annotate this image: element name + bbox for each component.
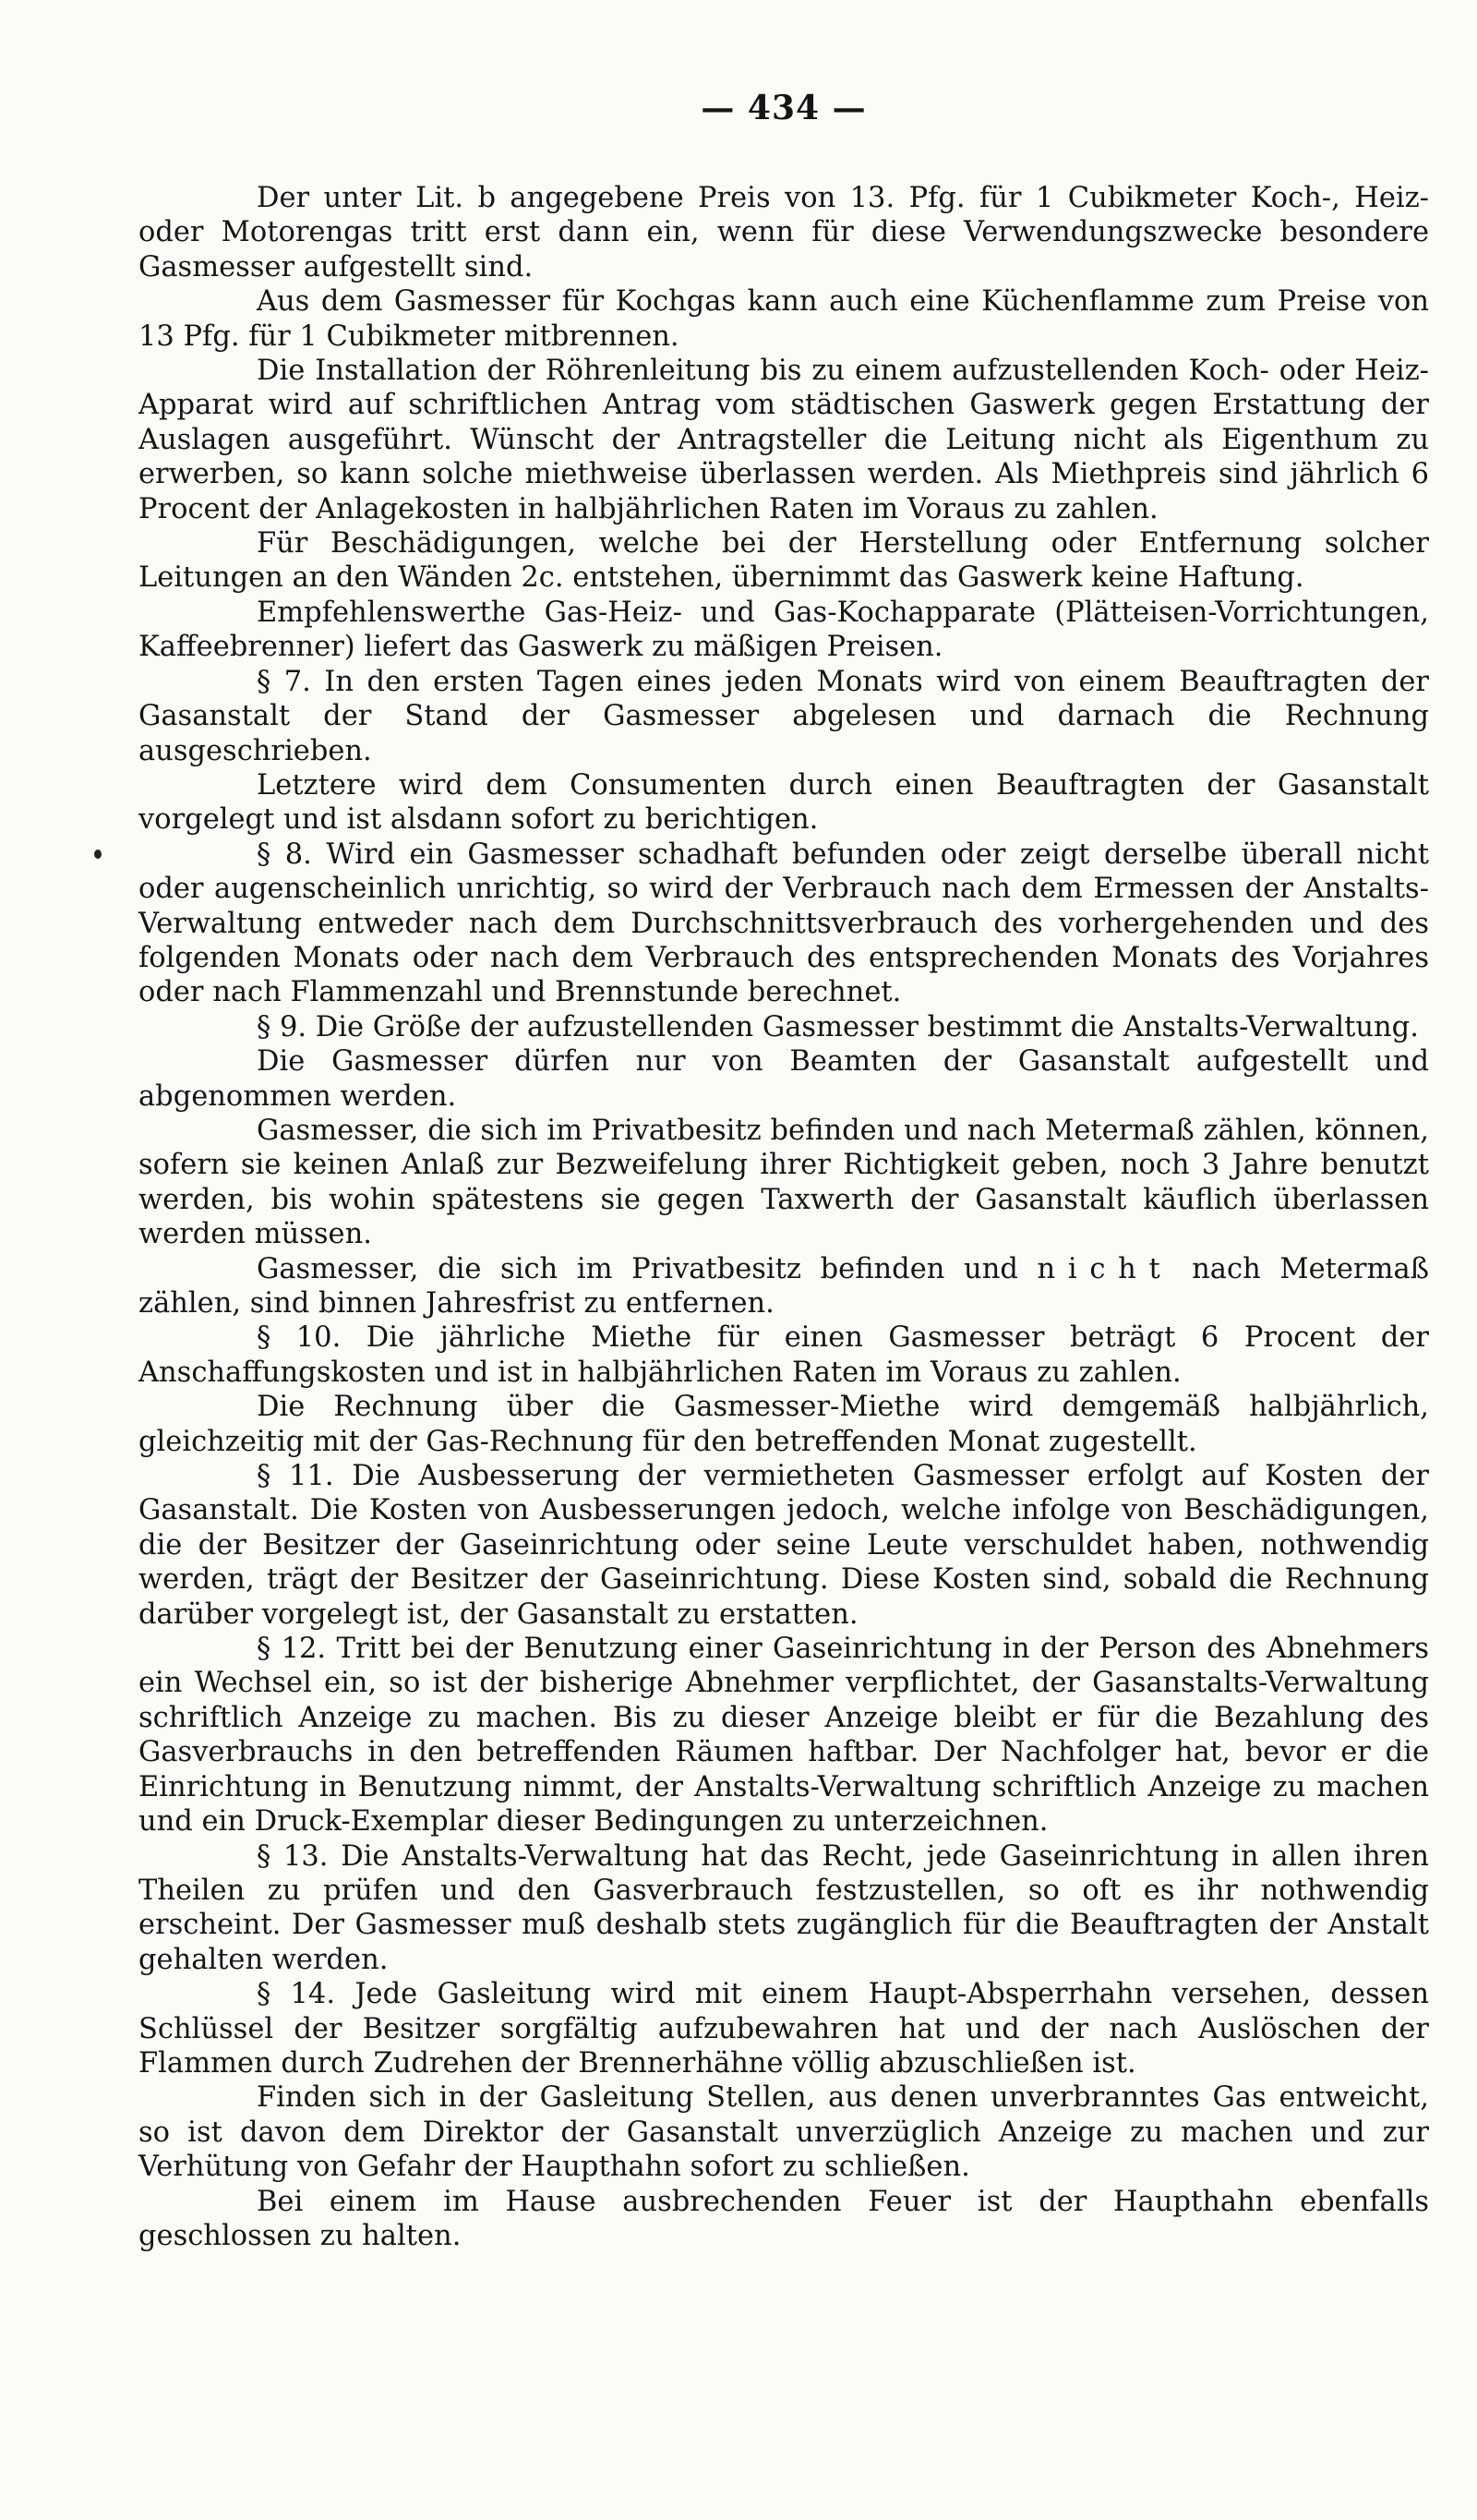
- paragraph-gas-price: Der unter Lit. b angegebene Preis von 13. Pfg. für 1 Cubikmeter Koch-, Heiz- oder Motorengas tritt erst dann ein, wenn für diese Verwendungszwecke besondere Gasmesser aufgestellt sind.: [138, 182, 1429, 283]
- margin-ink-dot: [94, 850, 102, 859]
- paragraph-section-8: § 8. Wird ein Gasmesser schadhaft befunden oder zeigt derselbe überall nicht oder augenscheinlich unrichtig, so wird der Verbrauch nach dem Ermessen der Anstalts-Verwaltung entweder nach dem Durchschnittsverbrauch des vorhergehenden und des folgenden Monats oder nach dem Verbrauch des entsprechenden Monats des Vorjahres oder nach Flammenzahl und Brennstunde berechnet.: [138, 838, 1429, 1009]
- paragraph-section-11: § 11. Die Ausbesserung der vermietheten Gasmesser erfolgt auf Kosten der Gasanstalt. Die Kosten von Ausbesserungen jedoch, welche infolge von Beschädigungen, die der Besitzer der Gaseinrichtung oder seine Leute verschuldet haben, nothwendig werden, trägt der Besitzer der Gaseinrichtung. Diese Kosten sind, sobald die Rechnung darüber vorgelegt ist, der Gasanstalt zu erstatten.: [138, 1460, 1429, 1631]
- paragraph-private-meters: Gasmesser, die sich im Privatbesitz befinden und nach Metermaß zählen, können, sofern sie keinen Anlaß zur Bezweifelung ihrer Richtigkeit geben, noch 3 Jahre benutzt werden, bis wohin spätestens sie gegen Taxwerth der Gasanstalt käuflich überlassen werden müssen.: [138, 1114, 1429, 1251]
- text-after-emphasis: nach Metermaß zählen, sind binnen Jahresfrist zu entfernen.: [138, 1252, 1429, 1320]
- paragraph-section-7: § 7. In den ersten Tagen eines jeden Monats wird von einem Beauftragten der Gasanstalt der Stand der Gasmesser abgelesen und darnach die Rechnung ausgeschrieben.: [138, 665, 1429, 767]
- paragraph-section-10: § 10. Die jährliche Miethe für einen Gasmesser beträgt 6 Procent der Anschaffungskosten und ist in halbjährlichen Raten im Voraus zu zahlen.: [138, 1321, 1429, 1389]
- paragraph-section-9: § 9. Die Größe der aufzustellenden Gasmesser bestimmt die Anstalts-Verwaltung.: [257, 1010, 1419, 1043]
- paragraph-rent-invoice: Die Rechnung über die Gasmesser-Miethe wird demgemäß halbjährlich, gleichzeitig mit der Gas-Rechnung für den betreffenden Monat zugestellt.: [138, 1391, 1429, 1458]
- paragraph-meter-installation: Die Gasmesser dürfen nur von Beamten der Gasanstalt aufgestellt und abgenommen werden.: [138, 1045, 1429, 1113]
- paragraph-appliances: Empfehlenswerthe Gas-Heiz- und Gas-Kochapparate (Plätteisen-Vorrichtungen, Kaffeebrenner) liefert das Gaswerk zu mäßigen Preisen.: [138, 596, 1429, 664]
- paragraph-installation: Die Installation der Röhrenleitung bis zu einem aufzustellenden Koch- oder Heiz-Apparat wird auf schriftlichen Antrag vom städtischen Gaswerk gegen Erstattung der Auslagen ausgeführt. Wünscht der Antragsteller die Leitung nicht als Eigenthum zu erwerben, so kann solche miethweise überlassen werden. Als Miethpreis sind jährlich 6 Procent der Anlagekosten in halbjährlichen Raten im Voraus zu zahlen.: [138, 355, 1429, 525]
- emphasized-word: nicht: [1037, 1252, 1173, 1285]
- paragraph-kitchen-flame: Aus dem Gasmesser für Kochgas kann auch eine Küchenflamme zum Preise von 13 Pfg. für 1 Cubikmeter mitbrennen.: [138, 285, 1429, 353]
- paragraph-non-metric-meters: [138, 1252, 1429, 1321]
- paragraph-section-13: § 13. Die Anstalts-Verwaltung hat das Recht, jede Gaseinrichtung in allen ihren Theilen zu prüfen und den Gasverbrauch festzustellen, so oft es ihr nothwendig erscheint. Der Gasmesser muß deshalb stets zugänglich für die Beauftragten der Anstalt gehalten werden.: [138, 1839, 1429, 1976]
- paragraph-fire: Bei einem im Hause ausbrechenden Feuer ist der Haupthahn ebenfalls geschlossen zu halten.: [138, 2185, 1429, 2252]
- paragraph-damages: Für Beschädigungen, welche bei der Herstellung oder Entfernung solcher Leitungen an den Wänden 2c. entstehen, übernimmt das Gaswerk keine Haftung.: [138, 527, 1429, 595]
- document-body: [138, 181, 1429, 2253]
- paragraph-section-14: § 14. Jede Gasleitung wird mit einem Haupt-Absperrhahn versehen, dessen Schlüssel der Besitzer sorgfältig aufzubewahren hat und der nach Auslöschen der Flammen durch Zudrehen der Brennerhähne völlig abzuschließen ist.: [138, 1978, 1429, 2080]
- paragraph-invoice-settlement: Letztere wird dem Consumenten durch einen Beauftragten der Gasanstalt vorgelegt und ist alsdann sofort zu berichtigen.: [138, 768, 1429, 837]
- page-number: — 434 —: [701, 89, 867, 127]
- text-before-emphasis: Gasmesser, die sich im Privatbesitz befinden und: [257, 1252, 1038, 1285]
- paragraph-gas-leak: Finden sich in der Gasleitung Stellen, aus denen unverbranntes Gas entweicht, so ist davon dem Direktor der Gasanstalt unverzüglich Anzeige zu machen und zur Verhütung von Gefahr der Haupthahn sofort zu schließen.: [138, 2081, 1429, 2184]
- paragraph-section-12: § 12. Tritt bei der Benutzung einer Gaseinrichtung in der Person des Abnehmers ein Wechsel ein, so ist der bisherige Abnehmer verpflichtet, der Gasanstalts-Verwaltung schriftlich Anzeige zu machen. Bis zu dieser Anzeige bleibt er für die Bezahlung des Gasverbrauchs in den betreffenden Räumen haftbar. Der Nachfolger hat, bevor er die Einrichtung in Benutzung nimmt, der Anstalts-Verwaltung schriftlich Anzeige zu machen und ein Druck-Exemplar dieser Bedingungen zu unterzeichnen.: [138, 1633, 1429, 1839]
